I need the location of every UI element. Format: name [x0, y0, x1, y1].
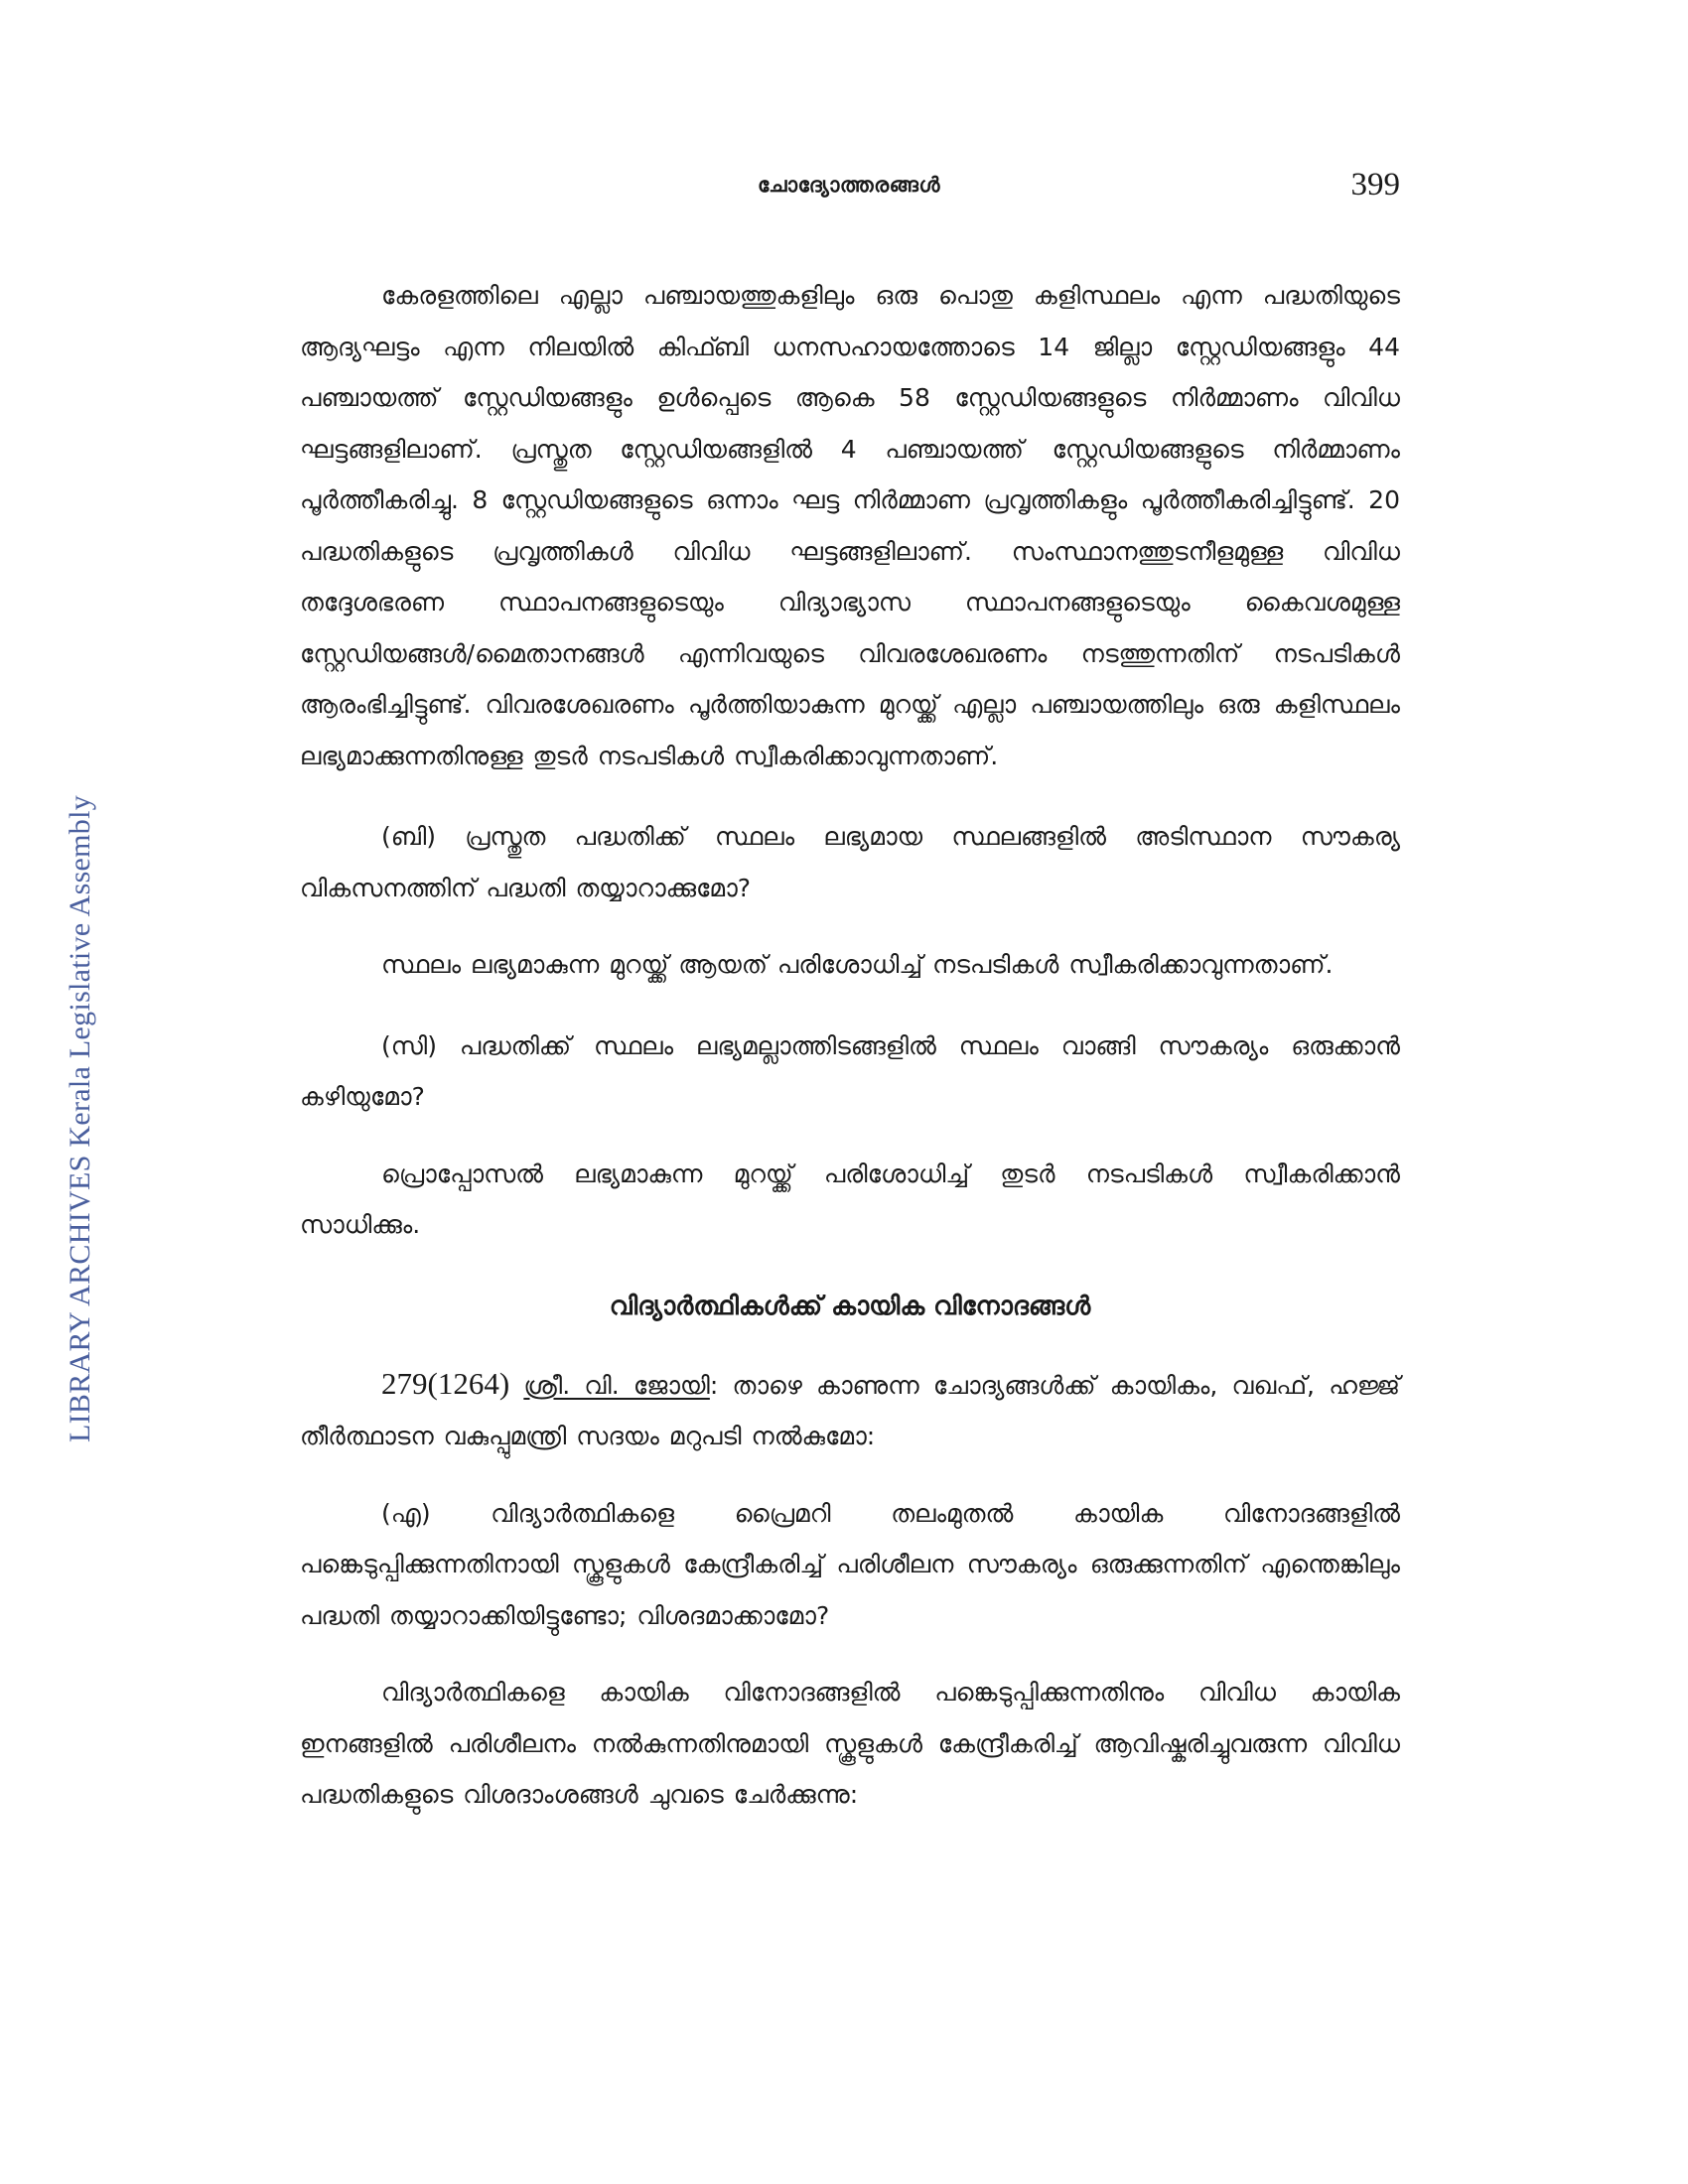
question-number: 279(1264)	[381, 1365, 510, 1401]
archive-watermark: LIBRARY ARCHIVES Kerala Legislative Assembly	[64, 794, 96, 1442]
answer-paragraph-a-continued: കേരളത്തിലെ എല്ലാ പഞ്ചായത്തുകളിലും ഒരു പൊതു കളിസ്ഥലം എന്ന പദ്ധതിയുടെ ആദ്യഘട്ടം എന്ന നിലയിൽ കിഫ്ബി ധനസഹായത്തോടെ 14 ജില്ലാ സ്റ്റേഡിയങ്ങളും 44 പഞ്ചായത്ത് സ്റ്റേഡിയങ്ങളും ഉൾപ്പെടെ ആകെ 58 സ്റ്റേഡിയങ്ങളുടെ നിർമ്മാണം വിവിധ ഘട്ടങ്ങളിലാണ്. പ്രസ്തുത സ്റ്റേഡിയങ്ങളിൽ 4 പഞ്ചായത്ത് സ്റ്റേഡിയങ്ങളുടെ നിർമ്മാണം പൂർത്തീകരിച്ചു. 8 സ്റ്റേഡിയങ്ങളുടെ ഒന്നാം ഘട്ട നിർമ്മാണ പ്രവൃത്തികളും പൂർത്തീകരിച്ചിട്ടുണ്ട്. 20 പദ്ധതികളുടെ പ്രവൃത്തികൾ വിവിധ ഘട്ടങ്ങളിലാണ്. സംസ്ഥാനത്തുടനീളമുള്ള വിവിധ തദ്ദേശഭരണ സ്ഥാപനങ്ങളുടെയും വിദ്യാഭ്യാസ സ്ഥാപനങ്ങളുടെയും കൈവശമുള്ള സ്റ്റേഡിയങ്ങൾ/മൈതാനങ്ങൾ എന്നിവയുടെ വിവരശേഖരണം നടത്തുന്നതിന് നടപടികൾ ആരംഭിച്ചിട്ടുണ്ട്. വിവരശേഖരണം പൂർത്തിയാകുന്ന മുറയ്ക്ക് എല്ലാ പഞ്ചായത്തിലും ഒരു കളിസ്ഥലം ലഭ്യമാക്കുന്നതിനുള്ള തുടർ നടപടികൾ സ്വീകരിക്കാവുന്നതാണ്.	[300, 281, 1400, 770]
section-heading: വിദ്യാർത്ഥികൾക്ക് കായിക വിനോദങ്ങൾ	[609, 1291, 1091, 1321]
running-header	[298, 167, 1400, 216]
answer-b: സ്ഥലം ലഭ്യമാകുന്ന മുറയ്ക്ക് ആയത് പരിശോധിച്ച് നടപടികൾ സ്വീകരിക്കാവുന്നതാണ്.	[381, 950, 1334, 979]
running-title: ചോദ്യോത്തരങ്ങൾ	[757, 173, 941, 197]
question-intro-text: : താഴെ കാണുന്ന ചോദ്യങ്ങൾക്ക് കായികം, വഖഫ്, ഹജ്ജ് തീർത്ഥാടന വകുപ്പുമന്ത്രി സദയം മറുപടി നൽകുമോ:	[300, 1370, 1400, 1450]
page-number: 399	[1350, 167, 1400, 203]
question-b: (ബി) പ്രസ്തുത പദ്ധതിക്ക് സ്ഥലം ലഭ്യമായ സ്ഥലങ്ങളിൽ അടിസ്ഥാന സൗകര്യ വികസനത്തിന് പദ്ധതി തയ്യാറാക്കുമോ?	[300, 822, 1400, 902]
answer-a: വിദ്യാർത്ഥികളെ കായിക വിനോദങ്ങളിൽ പങ്കെടുപ്പിക്കുന്നതിനും വിവിധ കായിക ഇനങ്ങളിൽ പരിശീലനം നൽകുന്നതിനുമായി സ്കൂളുകൾ കേന്ദ്രീകരിച്ച് ആവിഷ്കരിച്ചുവരുന്ന വിവിധ പദ്ധതികളുടെ വിശദാംശങ്ങൾ ചുവടെ ചേർക്കുന്നു:	[300, 1678, 1400, 1809]
question-a: (എ) വിദ്യാർത്ഥികളെ പ്രൈമറി തലംമുതൽ കായിക വിനോദങ്ങളിൽ പങ്കെടുപ്പിക്കുന്നതിനായി സ്കൂളുകൾ കേന്ദ്രീകരിച്ച് പരിശീലന സൗകര്യം ഒരുക്കുന്നതിന് എന്തെങ്കിലും പദ്ധതി തയ്യാറാക്കിയിട്ടുണ്ടോ; വിശദമാക്കാമോ?	[300, 1498, 1400, 1630]
answer-c: പ്രൊപ്പോസൽ ലഭ്യമാകുന്ന മുറയ്ക്ക് പരിശോധിച്ച് തുടർ നടപടികൾ സ്വീകരിക്കാൻ സാധിക്കും.	[300, 1159, 1400, 1239]
question-intro	[300, 1358, 1400, 1462]
question-c: (സി) പദ്ധതിക്ക് സ്ഥലം ലഭ്യമല്ലാത്തിടങ്ങളിൽ സ്ഥലം വാങ്ങി സൗകര്യം ഒരുക്കാൻ കഴിയുമോ?	[300, 1030, 1400, 1111]
body-text	[300, 270, 1400, 1850]
member-name: ശ്രീ. വി. ജോയി	[523, 1370, 710, 1400]
